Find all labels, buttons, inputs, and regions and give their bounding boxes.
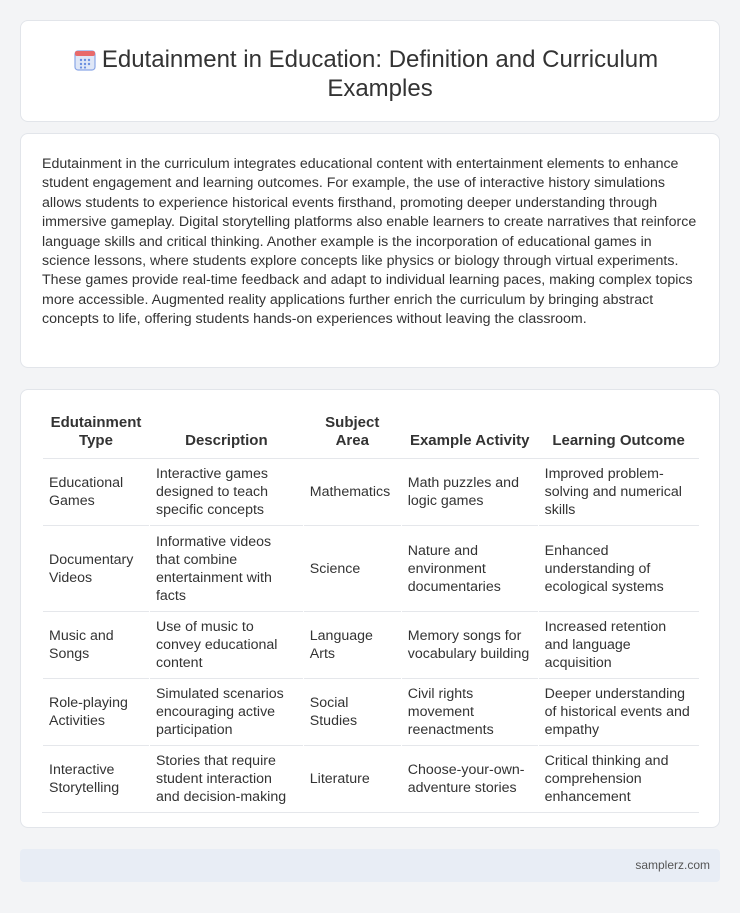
title-card: [20, 20, 720, 122]
title-wrap: [21, 45, 719, 103]
table-row: [43, 679, 700, 746]
table-header-row: [43, 412, 700, 459]
cell-activity: Nature and environment documentaries: [401, 526, 538, 612]
cell-type: Music and Songs: [43, 612, 150, 679]
cell-outcome: Enhanced understanding of ecological systems: [538, 526, 699, 612]
table-row: [43, 612, 700, 679]
cell-description: Stories that require student interaction and decision-making: [149, 746, 303, 813]
cell-type: Interactive Storytelling: [43, 746, 150, 813]
calendar-icon: [73, 48, 97, 72]
page-title: Edutainment in Education: Definition and Curriculum Examples: [101, 46, 659, 102]
cell-type: Educational Games: [43, 459, 150, 526]
cell-activity: Memory songs for vocabulary building: [401, 612, 538, 679]
cell-description: Simulated scenarios encouraging active participation: [149, 679, 303, 746]
footer-bar: [20, 849, 720, 882]
intro-card: [20, 133, 720, 368]
footer-site-link[interactable]: samplerz.com: [635, 858, 710, 872]
cell-activity: Choose-your-own-adventure stories: [401, 746, 538, 813]
cell-subject: Social Studies: [303, 679, 401, 746]
header-subject-area: Subject Area: [325, 414, 380, 449]
cell-subject: Literature: [303, 746, 401, 813]
table-row: [43, 526, 700, 612]
cell-activity: Civil rights movement reenactments: [401, 679, 538, 746]
cell-outcome: Increased retention and language acquisition: [538, 612, 699, 679]
cell-description: Interactive games designed to teach specific concepts: [149, 459, 303, 526]
cell-type: Role-playing Activities: [43, 679, 150, 746]
intro-paragraph: Edutainment in the curriculum integrates educational content with entertainment elements to enhance student engagement and learning outcomes. For example, the use of interactive history simulations allows students to experience historical events firsthand, promoting deeper understanding through immersive gameplay. Digital storytelling platforms also enable learners to create narratives that reinforce language skills and critical thinking. Another example is the incorporation of educational games in science lessons, where students explore concepts like physics or biology through virtual experiments. These games provide real-time feedback and adapt to individual learning paces, making complex topics more accessible. Augmented reality applications further enrich the curriculum by bringing abstract concepts to life, offering students hands-on experiences without leaving the classroom.: [42, 156, 697, 328]
header-example-activity: Example Activity: [409, 432, 530, 449]
cell-outcome: Improved problem-solving and numerical skills: [538, 459, 699, 526]
table-row: [43, 746, 700, 813]
table-row: [43, 459, 700, 526]
cell-subject: Language Arts: [303, 612, 401, 679]
cell-description: Informative videos that combine entertainment with facts: [149, 526, 303, 612]
header-learning-outcome: Learning Outcome: [552, 432, 685, 449]
cell-subject: Science: [303, 526, 401, 612]
cell-outcome: Deeper understanding of historical events and empathy: [538, 679, 699, 746]
cell-description: Use of music to convey educational content: [149, 612, 303, 679]
cell-subject: Mathematics: [303, 459, 401, 526]
cell-outcome: Critical thinking and comprehension enhancement: [538, 746, 699, 813]
header-description: Description: [185, 432, 268, 449]
edutainment-table: [42, 412, 699, 813]
cell-type: Documentary Videos: [43, 526, 150, 612]
header-edutainment-type: Edutainment Type: [50, 414, 142, 449]
cell-activity: Math puzzles and logic games: [401, 459, 538, 526]
table-card: [20, 389, 720, 828]
